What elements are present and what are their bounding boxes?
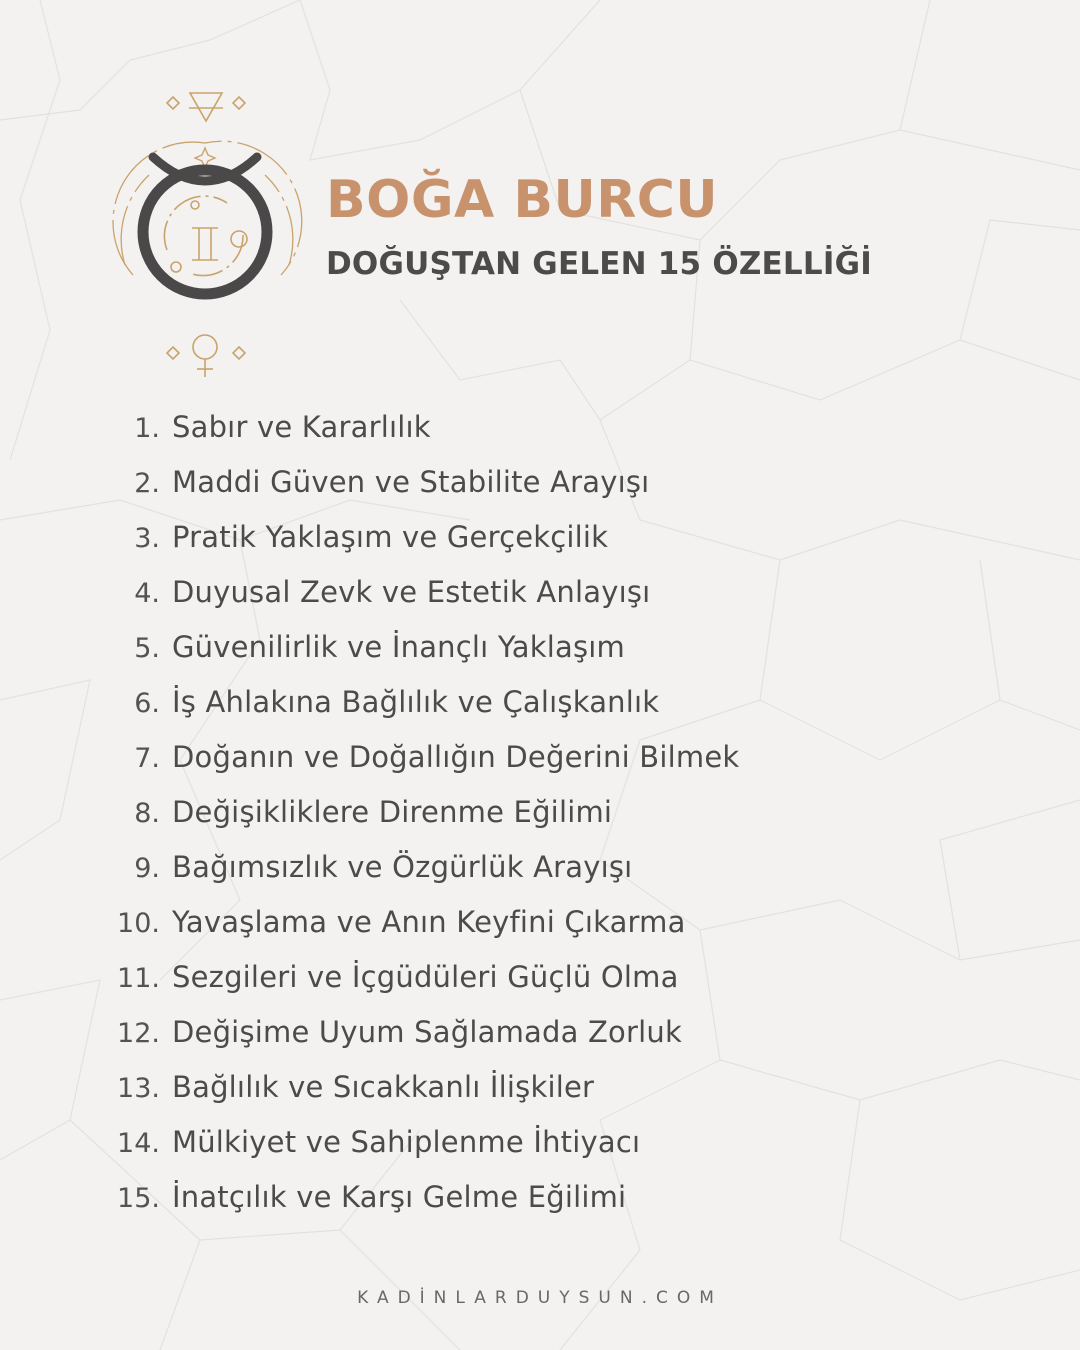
earth-element-icon xyxy=(189,93,223,121)
gemini-symbol-icon xyxy=(164,196,247,275)
item-label: Yavaşlama ve Anın Keyfini Çıkarma xyxy=(172,905,686,939)
list-item xyxy=(110,1170,739,1225)
item-label: Maddi Güven ve Stabilite Arayışı xyxy=(172,465,650,499)
list-item xyxy=(110,455,739,510)
item-number: 9. xyxy=(134,853,160,884)
list-item xyxy=(110,895,739,950)
item-number: 4. xyxy=(134,578,160,609)
footer-website: KADİNLARDUYSUN.COM xyxy=(357,1288,723,1308)
item-number: 15. xyxy=(117,1183,160,1214)
list-item xyxy=(110,565,739,620)
item-label: Değişikliklere Direnme Eğilimi xyxy=(172,795,613,829)
item-number: 14. xyxy=(117,1128,160,1159)
list-item xyxy=(110,1115,739,1170)
item-number: 8. xyxy=(134,798,160,829)
item-label: Bağlılık ve Sıcakkanlı İlişkiler xyxy=(172,1070,595,1104)
item-number: 6. xyxy=(134,688,160,719)
item-number: 11. xyxy=(117,963,160,994)
item-label: Güvenilirlik ve İnançlı Yaklaşım xyxy=(172,630,625,664)
page-subtitle: DOĞUŞTAN GELEN 15 ÖZELLİĞİ xyxy=(326,246,872,282)
item-label: İnatçılık ve Karşı Gelme Eğilimi xyxy=(172,1180,627,1214)
list-item xyxy=(110,1060,739,1115)
traits-list xyxy=(110,400,739,1225)
item-label: Pratik Yaklaşım ve Gerçekçilik xyxy=(172,520,609,554)
page-title: BOĞA BURCU xyxy=(326,170,719,230)
header xyxy=(326,170,872,284)
item-number: 3. xyxy=(134,523,160,554)
list-item xyxy=(110,840,739,895)
list-item xyxy=(110,730,739,785)
venus-symbol-icon xyxy=(193,335,217,377)
item-number: 10. xyxy=(117,908,160,939)
list-item xyxy=(110,510,739,565)
taurus-symbol-icon xyxy=(143,157,267,294)
list-item xyxy=(110,620,739,675)
list-item xyxy=(110,675,739,730)
item-label: Sezgileri ve İçgüdüleri Güçlü Olma xyxy=(172,960,679,994)
item-label: Doğanın ve Doğallığın Değerini Bilmek xyxy=(172,740,740,774)
item-label: İş Ahlakına Bağlılık ve Çalışkanlık xyxy=(172,685,660,719)
item-number: 7. xyxy=(134,743,160,774)
item-label: Sabır ve Kararlılık xyxy=(172,410,431,444)
item-label: Bağımsızlık ve Özgürlük Arayışı xyxy=(172,850,633,884)
item-label: Değişime Uyum Sağlamada Zorluk xyxy=(172,1015,682,1049)
list-item xyxy=(110,785,739,840)
list-item xyxy=(110,1005,739,1060)
item-number: 12. xyxy=(117,1018,160,1049)
item-number: 1. xyxy=(134,413,160,444)
list-item xyxy=(110,950,739,1005)
item-label: Duyusal Zevk ve Estetik Anlayışı xyxy=(172,575,651,609)
list-item xyxy=(110,400,739,455)
item-label: Mülkiyet ve Sahiplenme İhtiyacı xyxy=(172,1125,641,1159)
item-number: 13. xyxy=(117,1073,160,1104)
item-number: 2. xyxy=(134,468,160,499)
taurus-emblem xyxy=(105,85,305,380)
item-number: 5. xyxy=(134,633,160,664)
